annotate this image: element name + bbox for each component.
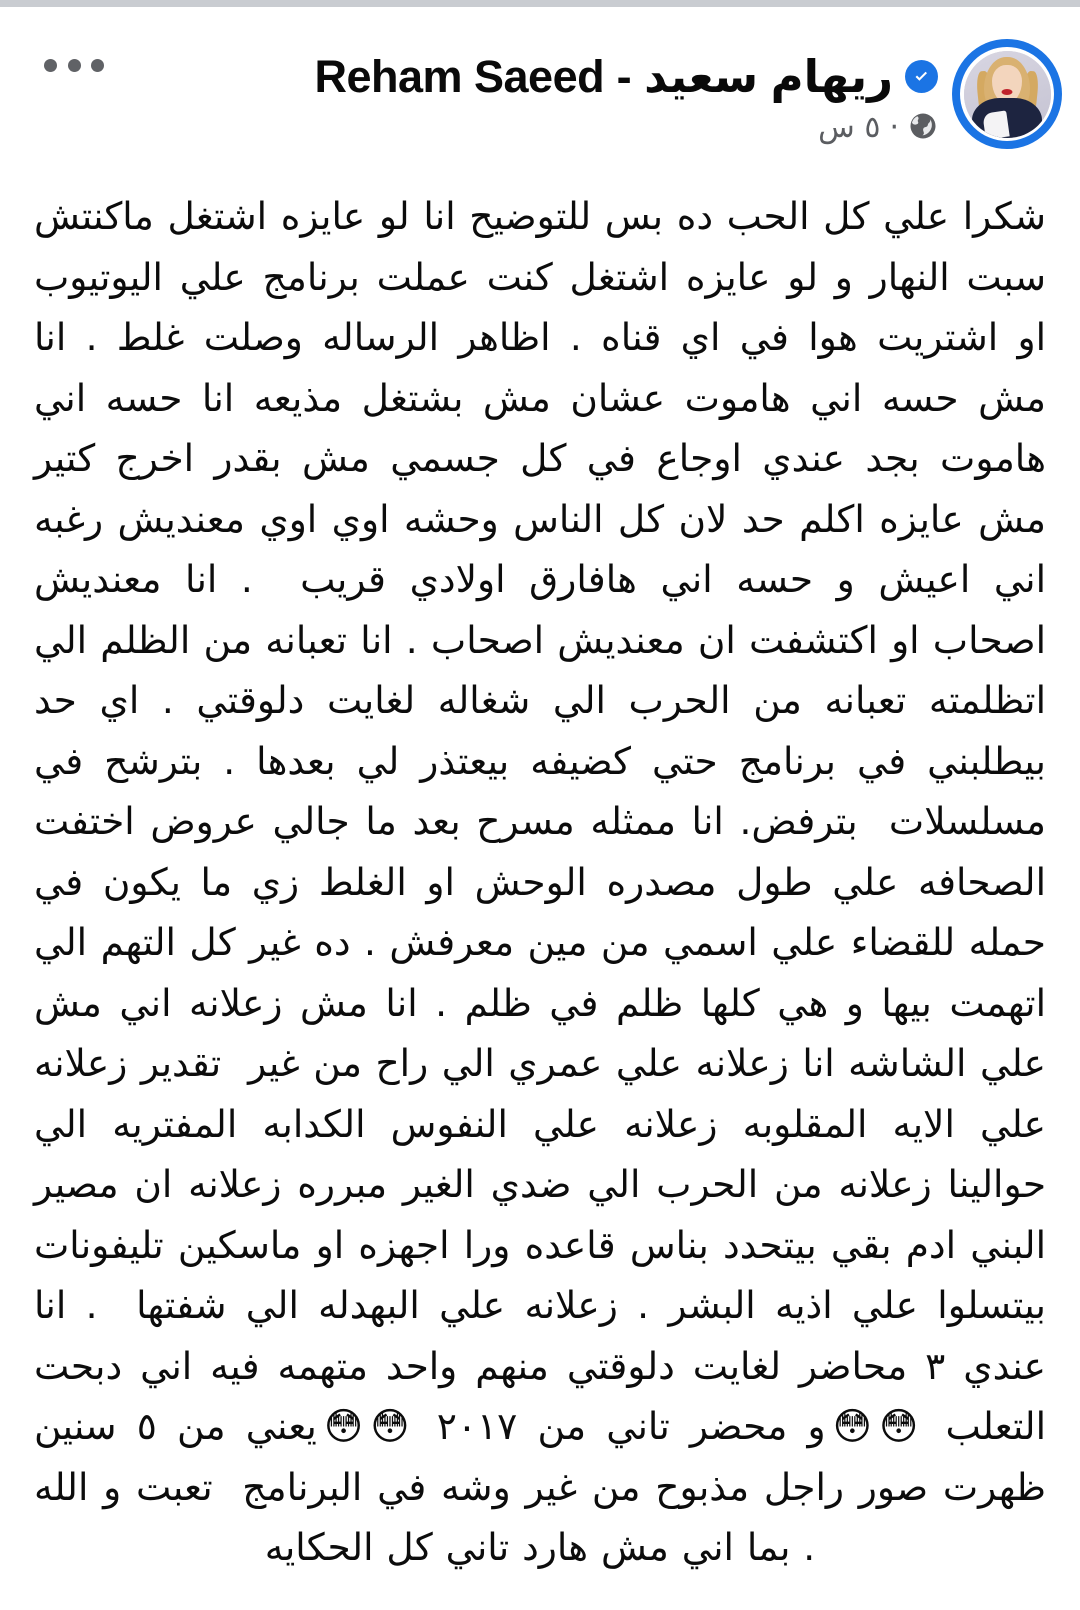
avatar-shirt xyxy=(982,110,1009,138)
post-header xyxy=(0,7,1080,177)
avatar-lips xyxy=(1002,89,1013,95)
status-bar-strip xyxy=(0,0,1080,7)
post-meta xyxy=(818,111,938,145)
dot-1 xyxy=(91,59,104,72)
dot-3 xyxy=(44,59,57,72)
meta-separator: · xyxy=(889,110,899,145)
more-options-icon[interactable] xyxy=(44,53,104,77)
avatar-ring-gap xyxy=(960,47,1054,141)
globe-public-icon[interactable] xyxy=(908,111,938,145)
dot-2 xyxy=(68,59,81,72)
post-body-text: شكرا علي كل الحب ده بس للتوضيح انا لو عايزه اشتغل ماكنتش سبت النهار و لو عايزه اشتغل كنت عملت برنامج علي اليوتيوب او اشتريت هوا في اي قناه . اظاهر الرساله وصلت غلط . انا مش حسه اني هاموت عشان مش بشتغل مذيعه انا حسه اني هاموت بجد عندي اوجاع في كل جسمي مش بقدر اخرج كتير مش عايزه اكلم حد لان كل الناس وحشه اوي اوي معنديش رغبه اني اعيش و حسه اني هافارق اولادي قريب . انا معنديش اصحاب او اكتشفت ان معنديش اصحاب . انا تعبانه من الظلم الي اتظلمته تعبانه من الحرب الي شغاله لغايت دلوقتي . اي حد بيطلبني في برنامج حتي كضيفه بيعتذر لي بعدها . بترشح في مسلسلات بترفض. انا ممثله مسرح بعد ما جالي عروض اختفت الصحافه علي طول مصدره الوحش او الغلط زي ما يكون في حمله للقضاء علي اسمي من مين معرفش . ده غير كل التهم الي اتهمت بيها و هي كلها ظلم في ظلم . انا مش زعلانه اني مش علي الشاشه انا زعلانه علي عمري الي راح من غير تقدير زعلانه علي الايه المقلوبه زعلانه علي النفوس الكدابه المفتريه الي حوالينا زعلانه من الحرب الي ضدي الغير مبرره زعلانه ان مصير البني ادم بقي بيتحدد بناس قاعده ورا اجهزه او ماسكين تليفونات بيتسلوا علي اذيه البشر . زعلانه علي البهدله الي شفتها . انا عندي ٣ محاضر لغايت دلوقتي منهم واحد متهمه فيه اني دبحت التعلب 😳😳و محضر تاني من ٢٠١٧ 😳😳يعني من ٥ سنين ظهرت صور راجل مذبوح من غير وشه في البرنامج تعبت و الله . بما اني مش هارد تاني كل الحكايه xyxy=(8,194,1046,1569)
post-timestamp[interactable]: ٥ س xyxy=(818,110,881,145)
avatar-story-ring[interactable] xyxy=(952,39,1062,149)
author-row xyxy=(120,47,938,105)
avatar[interactable] xyxy=(964,51,1051,138)
author-name[interactable]: ريهام سعيد - Reham Saeed xyxy=(314,50,893,102)
verified-badge-icon xyxy=(905,60,938,93)
